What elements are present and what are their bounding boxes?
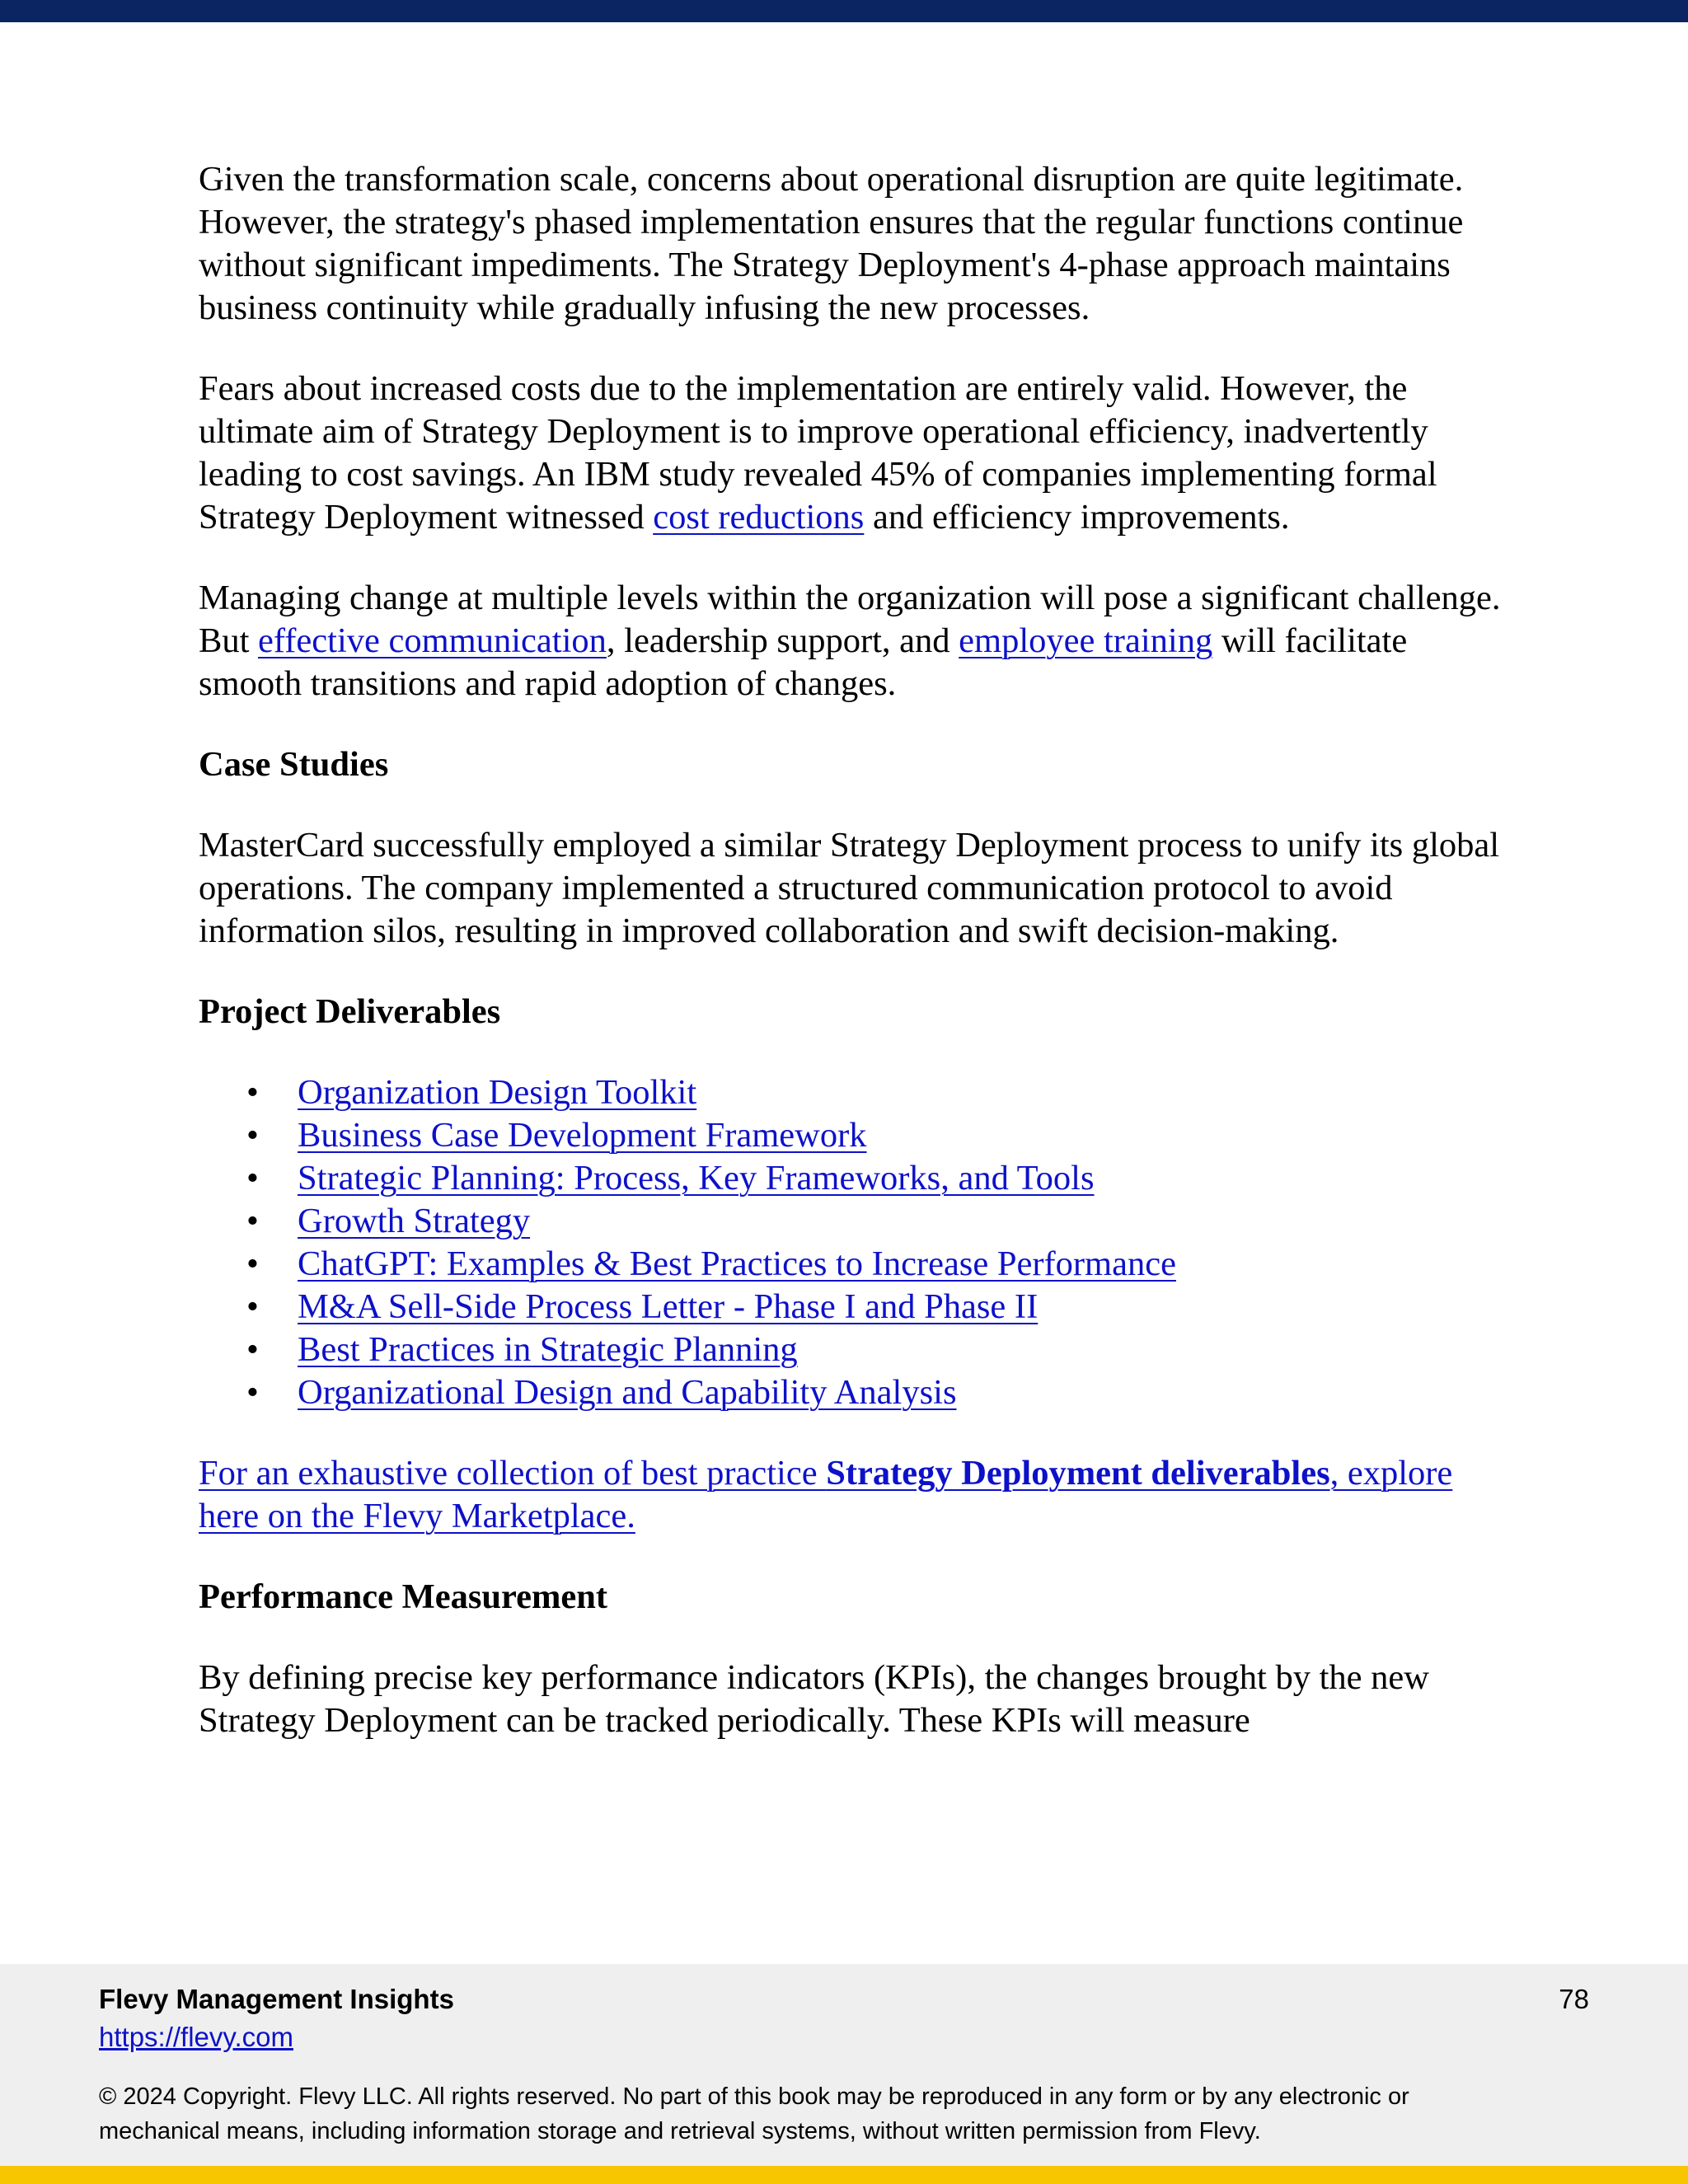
deliverable-link[interactable]: Growth Strategy <box>298 1202 531 1240</box>
bullet-icon: • <box>246 1202 259 1240</box>
paragraph-text: , leadership support, and <box>606 621 959 660</box>
list-item <box>199 1071 1501 1114</box>
list-item <box>199 1157 1501 1200</box>
heading-performance-measurement: Performance Measurement <box>199 1577 608 1616</box>
deliverables-list <box>199 1071 1501 1414</box>
footer-url-link[interactable]: https://flevy.com <box>99 2022 293 2052</box>
deliverable-link[interactable]: ChatGPT: Examples & Best Practices to Increase Performance <box>298 1244 1176 1283</box>
paragraph-text: Managing change at multiple levels within the organization will pose a significant challenge. But <box>199 579 1501 660</box>
deliverable-link[interactable]: Organizational Design and Capability Analysis <box>298 1373 957 1412</box>
deliverable-link[interactable]: M&A Sell-Side Process Letter - Phase I and Phase II <box>298 1287 1039 1326</box>
paragraph-performance: By defining precise key performance indicators (KPIs), the changes brought by the new Strategy Deployment can be tracked periodically. These KPIs will measure <box>199 1658 1429 1740</box>
marketplace-cta <box>199 1452 1501 1538</box>
list-item <box>199 1243 1501 1286</box>
paragraph-operational-disruption: Given the transformation scale, concerns about operational disruption are quite legitimate. However, the strategy's phased implementation ensures that the regular functions continue without significant impediments. The Strategy Deployment's 4-phase approach maintains business continuity while gradually infusing the new processes. <box>199 160 1464 327</box>
heading-case-studies: Case Studies <box>199 745 389 784</box>
page-content <box>199 158 1501 1780</box>
link-cost-reductions[interactable]: cost reductions <box>653 498 865 537</box>
link-effective-communication[interactable]: effective communication <box>258 621 607 660</box>
footer-brand: Flevy Management Insights <box>99 1984 454 2014</box>
deliverable-link[interactable]: Best Practices in Strategic Planning <box>298 1330 798 1369</box>
paragraph-case-studies: MasterCard successfully employed a similar Strategy Deployment process to unify its global operations. The company implemented a structured communication protocol to avoid information silos, resulting in improved collaboration and swift decision-making. <box>199 826 1500 950</box>
footer-copyright: © 2024 Copyright. Flevy LLC. All rights reserved. No part of this book may be reproduced in any form or by any electronic or mechanical means, including information storage and retrieval systems, without written permission from Flevy. <box>99 2083 1409 2144</box>
bullet-icon: • <box>246 1073 259 1112</box>
bullet-icon: • <box>246 1330 259 1369</box>
page-number: 78 <box>1559 1984 1589 2014</box>
deliverable-link[interactable]: Organization Design Toolkit <box>298 1073 697 1112</box>
bullet-icon: • <box>246 1244 259 1283</box>
paragraph-increased-costs <box>199 368 1501 539</box>
list-item <box>199 1286 1501 1329</box>
deliverable-link[interactable]: Strategic Planning: Process, Key Frameworks, and Tools <box>298 1159 1095 1197</box>
marketplace-link[interactable] <box>199 1454 1452 1535</box>
list-item <box>199 1114 1501 1157</box>
list-item <box>199 1329 1501 1371</box>
heading-project-deliverables: Project Deliverables <box>199 992 501 1031</box>
list-item <box>199 1371 1501 1414</box>
paragraph-text: Fears about increased costs due to the implementation are entirely valid. However, the ultimate aim of Strategy Deployment is to improve operational efficiency, inadvertently leading to cost savings. An IBM study revealed 45% of companies implementing formal Strategy Deployment witnessed <box>199 369 1437 537</box>
paragraph-managing-change <box>199 577 1501 705</box>
cta-text: For an exhaustive collection of best practice <box>199 1454 827 1493</box>
deliverable-link[interactable]: Business Case Development Framework <box>298 1116 867 1155</box>
paragraph-text: and efficiency improvements. <box>864 498 1290 537</box>
page-footer <box>0 1964 1688 2166</box>
top-accent-bar <box>0 0 1688 22</box>
cta-text: , explore here on the Flevy Marketplace. <box>199 1454 1453 1535</box>
list-item <box>199 1200 1501 1243</box>
paragraph-text: will facilitate smooth transitions and rapid adoption of changes. <box>199 621 1408 703</box>
bullet-icon: • <box>246 1116 259 1155</box>
bullet-icon: • <box>246 1159 259 1197</box>
bullet-icon: • <box>246 1373 259 1412</box>
bullet-icon: • <box>246 1287 259 1326</box>
link-employee-training[interactable]: employee training <box>959 621 1213 660</box>
bottom-accent-bar <box>0 2166 1688 2184</box>
cta-bold-text: Strategy Deployment deliverables <box>826 1454 1330 1493</box>
